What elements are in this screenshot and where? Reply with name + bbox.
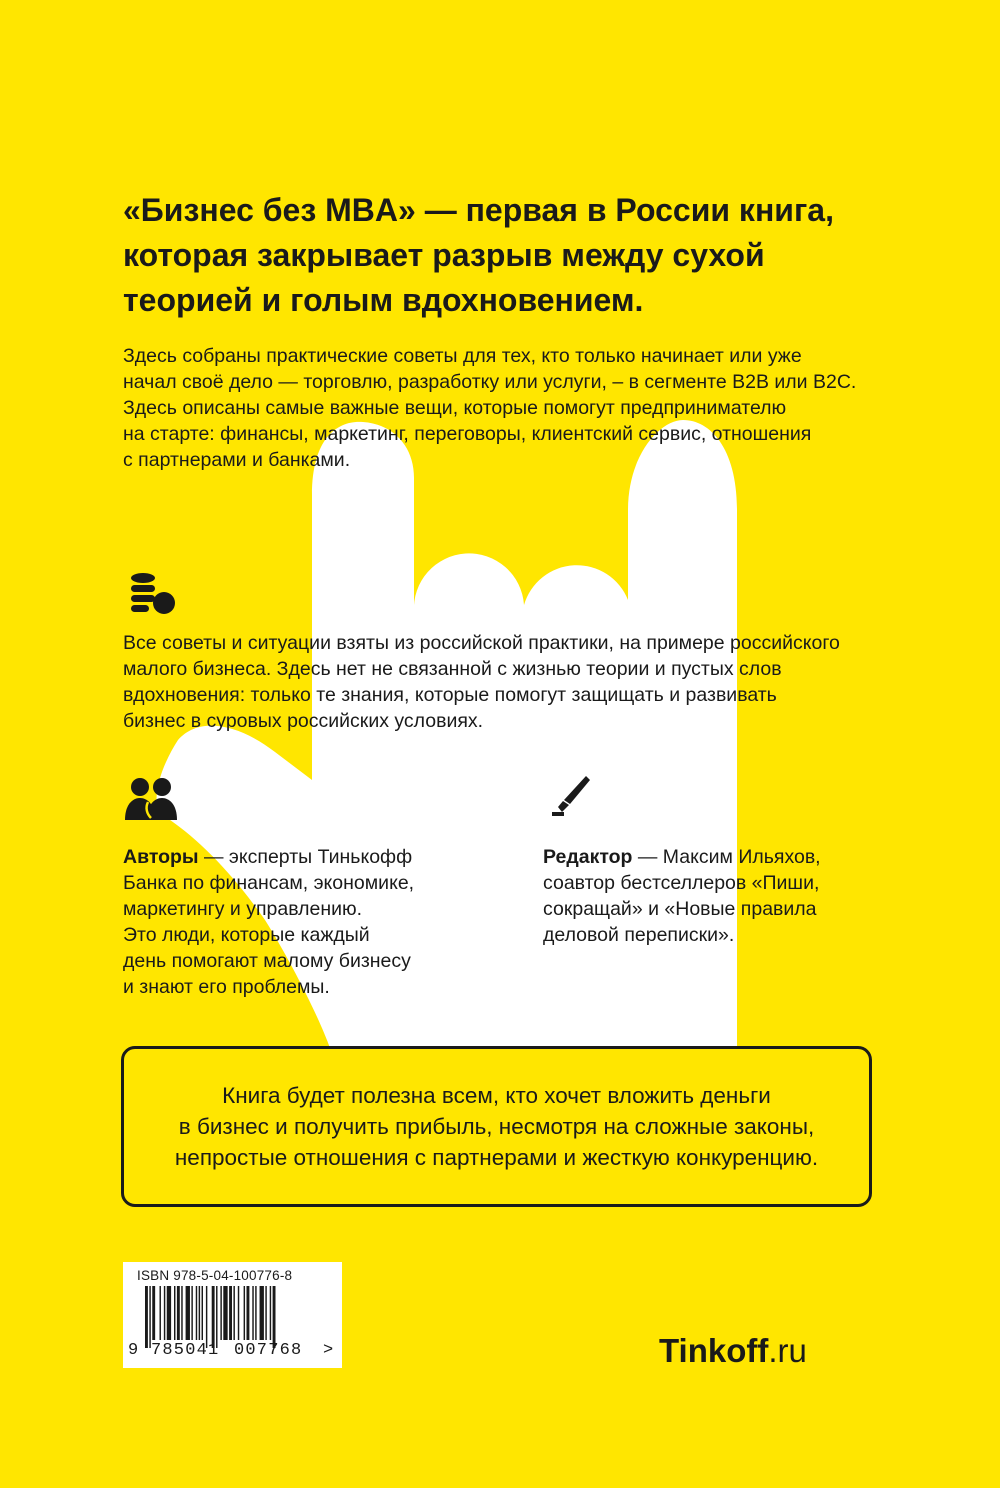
callout-line: Книга будет полезна всем, кто хочет вложить деньги xyxy=(222,1083,771,1108)
barcode-bar xyxy=(206,1286,207,1348)
barcode-bar xyxy=(186,1286,190,1340)
barcode-bar xyxy=(220,1286,221,1340)
barcode-bar xyxy=(191,1286,192,1340)
barcode-bar xyxy=(265,1286,266,1340)
paragraph-line: с партнерами и банками. xyxy=(123,449,351,471)
paragraph-line: Это люди, которые каждый xyxy=(123,924,370,946)
authors-first-line-rest: — эксперты Тинькофф xyxy=(198,846,413,868)
barcode-bar xyxy=(181,1286,182,1340)
barcode-bar xyxy=(273,1286,276,1348)
barcode-bar xyxy=(174,1286,175,1340)
people-icon xyxy=(125,776,177,822)
brand-name: Tinkoff xyxy=(659,1332,769,1369)
barcode-bar xyxy=(145,1286,148,1348)
barcode-bar xyxy=(152,1286,155,1340)
barcode-bar xyxy=(244,1286,245,1340)
ean-quiet-mark: > xyxy=(323,1341,334,1360)
barcode-bar xyxy=(270,1286,271,1340)
paragraph-line: сокращай» и «Новые правила xyxy=(543,898,817,920)
barcode-bar xyxy=(255,1286,256,1340)
brand-logo xyxy=(659,1331,807,1371)
barcode-bar xyxy=(177,1286,180,1340)
authors-label: Авторы xyxy=(123,846,199,868)
ean-right-digits: 007768 xyxy=(234,1341,303,1360)
intro-paragraph xyxy=(123,343,903,473)
barcode-bar xyxy=(196,1286,197,1340)
isbn-barcode xyxy=(123,1262,342,1368)
editor-label: Редактор xyxy=(543,846,633,868)
barcode-bar xyxy=(229,1286,232,1340)
editor-first-line xyxy=(543,844,873,870)
paragraph-line: бизнес в суровых российских условиях. xyxy=(123,710,484,732)
barcode-bar xyxy=(199,1286,200,1340)
barcode-bar xyxy=(160,1286,161,1340)
paragraph-line: малого бизнеса. Здесь нет не связанной с жизнью теории и пустых слов xyxy=(123,658,782,680)
authors-block xyxy=(123,844,453,1000)
paragraph-line: вдохновения: только те знания, которые помогут защищать и развивать xyxy=(123,684,777,706)
callout-line: в бизнес и получить прибыль, несмотря на сложные законы, xyxy=(178,1114,815,1139)
barcode-bar xyxy=(167,1286,171,1340)
paragraph-line: маркетингу и управлению. xyxy=(123,898,363,920)
paragraph-line: и знают его проблемы. xyxy=(123,976,330,998)
headline-line: теорией и голым вдохновением. xyxy=(123,282,644,318)
barcode-icon xyxy=(145,1286,321,1348)
barcode-bar xyxy=(223,1286,227,1340)
paragraph-line: Банка по финансам, экономике, xyxy=(123,872,415,894)
callout-box xyxy=(121,1046,872,1207)
ean-left-digits: 785041 xyxy=(151,1341,220,1360)
isbn-label: ISBN 978-5-04-100776-8 xyxy=(137,1268,293,1283)
barcode-bar xyxy=(260,1286,264,1340)
barcode-bar xyxy=(149,1286,150,1348)
ean-first-digit: 9 xyxy=(128,1341,139,1360)
headline-line: «Бизнес без MBA» — первая в России книга, xyxy=(123,192,834,228)
paragraph-line: соавтор бестселлеров «Пиши, xyxy=(543,872,820,894)
pen-icon xyxy=(550,774,592,818)
paragraph-line: Здесь описаны самые важные вещи, которые помогут предпринимателю xyxy=(123,397,787,419)
barcode-bar xyxy=(216,1286,217,1348)
editor-block xyxy=(543,844,873,948)
authors-first-line xyxy=(123,844,453,870)
barcode-bar xyxy=(164,1286,165,1340)
headline xyxy=(123,188,903,323)
editor-first-line-rest: — Максим Ильяхов, xyxy=(632,846,821,868)
coins-icon xyxy=(125,572,177,616)
practice-paragraph xyxy=(123,630,903,734)
barcode-bar xyxy=(238,1286,239,1340)
barcode-bar xyxy=(233,1286,234,1340)
paragraph-line: на старте: финансы, маркетинг, переговоры, клиентский сервис, отношения xyxy=(123,423,812,445)
callout-line: непростые отношения с партнерами и жесткую конкуренцию. xyxy=(174,1145,819,1170)
headline-line: которая закрывает разрыв между сухой xyxy=(123,237,765,273)
paragraph-line: Здесь собраны практические советы для тех, кто только начинает или уже xyxy=(123,345,802,367)
paragraph-line: день помогают малому бизнесу xyxy=(123,950,411,972)
brand-domain: .ru xyxy=(768,1332,807,1369)
paragraph-line: деловой переписки». xyxy=(543,924,735,946)
barcode-bar xyxy=(252,1286,253,1340)
barcode-bar xyxy=(202,1286,203,1340)
paragraph-line: начал своё дело — торговлю, разработку или услуги, – в сегменте B2B или B2C. xyxy=(123,371,857,393)
paragraph-line: Все советы и ситуации взяты из российской практики, на примере российского xyxy=(123,632,840,654)
barcode-bar xyxy=(247,1286,250,1340)
barcode-bar xyxy=(212,1286,215,1348)
